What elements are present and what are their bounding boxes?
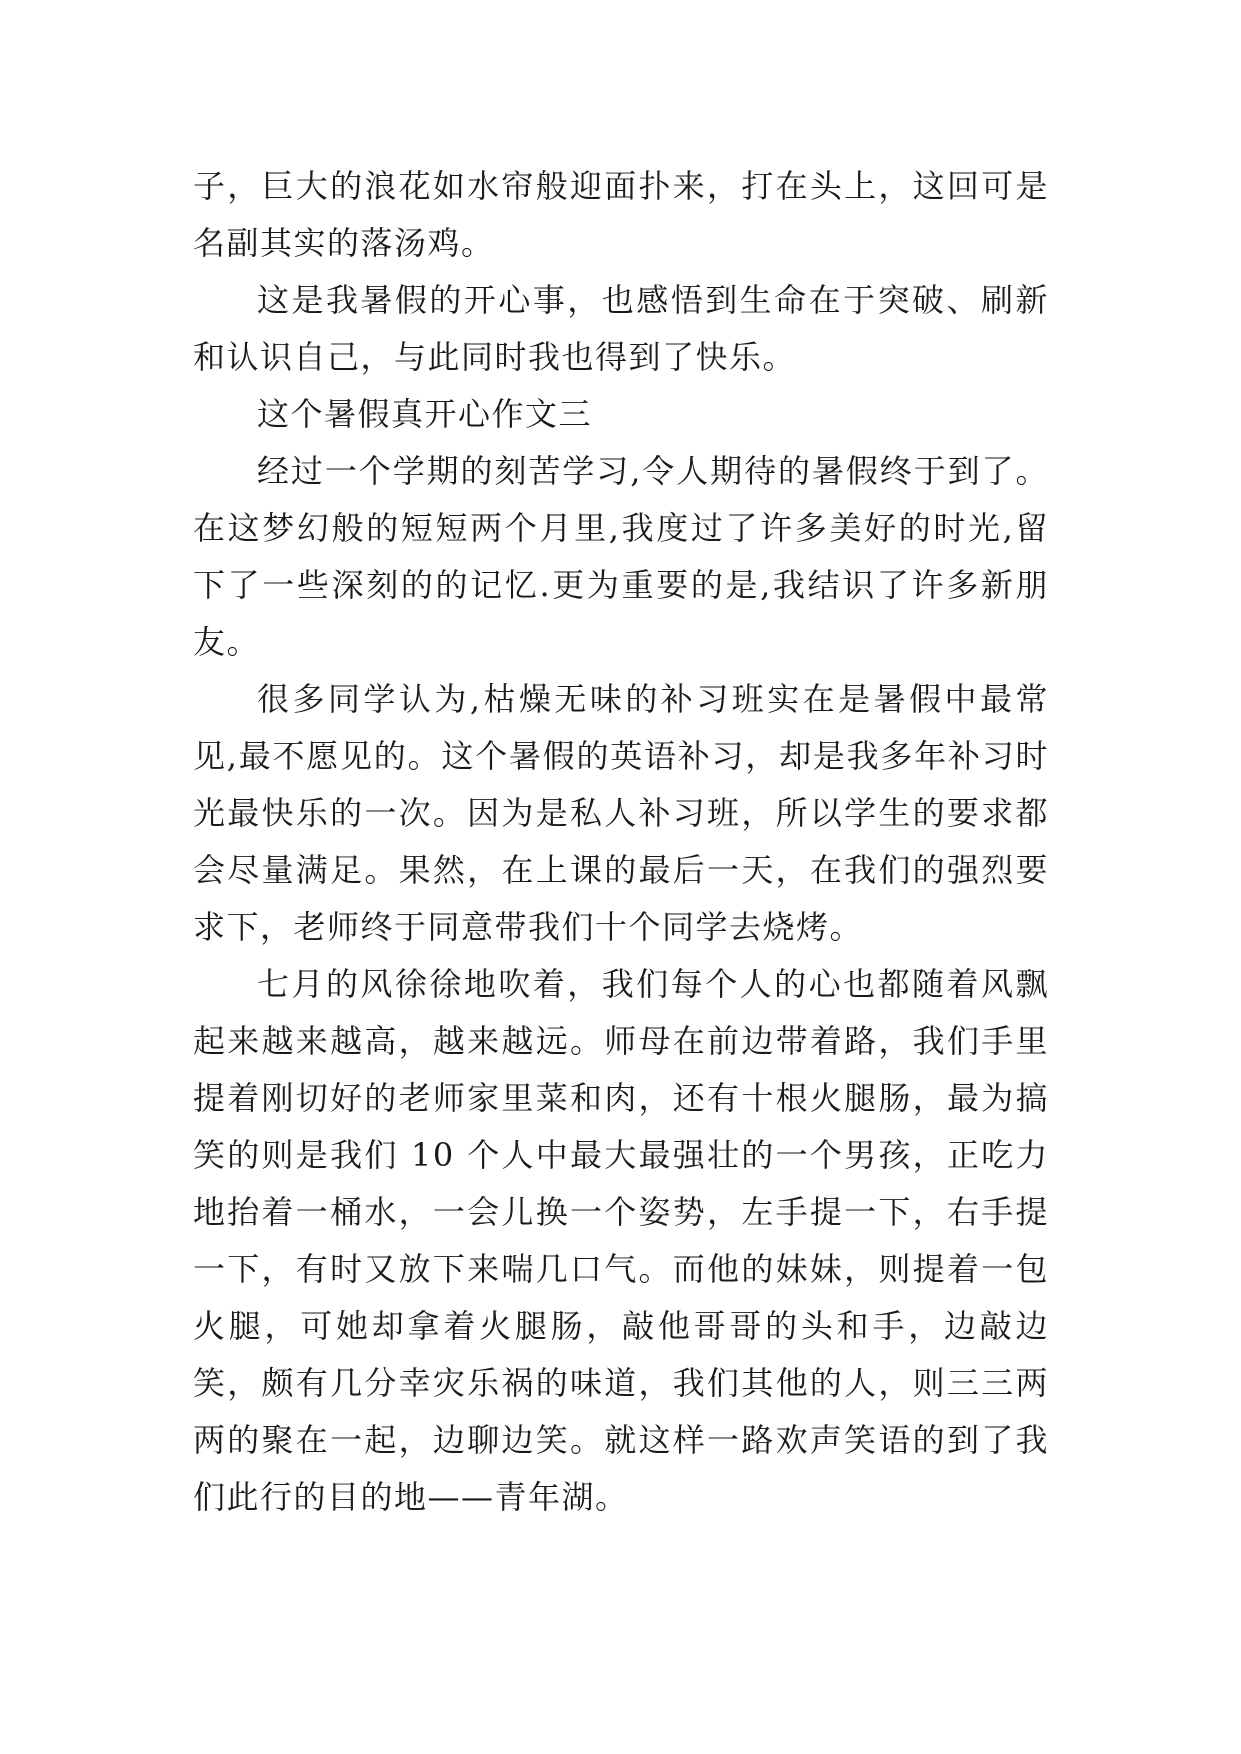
paragraph-picnic-trip: 七月的风徐徐地吹着，我们每个人的心也都随着风飘起来越来越高，越来越远。师母在前边带着路，我们手里提着刚切好的老师家里菜和肉，还有十根火腿肠，最为搞笑的则是我们 10 个人中最大最强壮的一个男孩，正吃力地抬着一桶水，一会儿换一个姿势，左手提一下，右手提一下，有时又放下来喘几口气。而他的妹妹，则提着一包火腿，可她却拿着火腿肠，敲他哥哥的头和手，边敲边笑，颇有几分幸灾乐祸的味道，我们其他的人，则三三两两的聚在一起，边聊边笑。就这样一路欢声笑语的到了我们此行的目的地——青年湖。 — [193, 965, 1049, 1516]
document-page — [193, 158, 1049, 1526]
paragraph-intro: 经过一个学期的刻苦学习,令人期待的暑假终于到了。在这梦幻般的短短两个月里,我度过了许多美好的时光,留下了一些深刻的的记忆.更为重要的是,我结识了许多新朋友。 — [193, 452, 1049, 661]
paragraph-tutoring: 很多同学认为,枯燥无味的补习班实在是暑假中最常见,最不愿见的。这个暑假的英语补习，却是我多年补习时光最快乐的一次。因为是私人补习班，所以学生的要求都会尽量满足。果然，在上课的最后一天，在我们的强烈要求下，老师终于同意带我们十个同学去烧烤。 — [193, 680, 1049, 946]
paragraph-continuation: 子，巨大的浪花如水帘般迎面扑来，打在头上，这回可是名副其实的落汤鸡。 — [193, 167, 1049, 262]
paragraph-summer-joy: 这是我暑假的开心事，也感悟到生命在于突破、刷新和认识自己，与此同时我也得到了快乐。 — [193, 281, 1049, 376]
essay-title: 这个暑假真开心作文三 — [257, 395, 593, 433]
